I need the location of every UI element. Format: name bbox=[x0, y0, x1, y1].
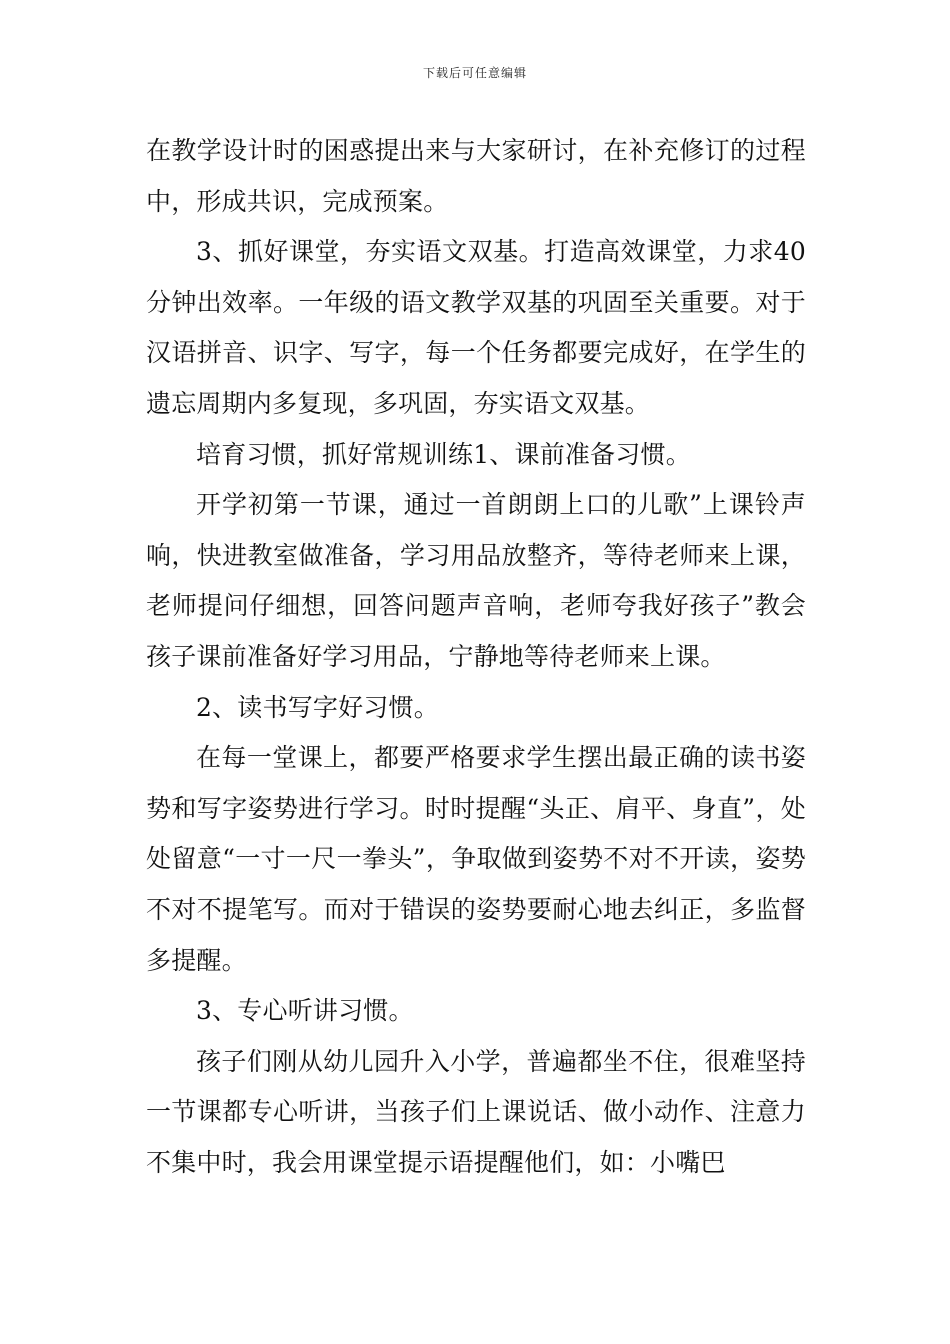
page-header-note: 下载后可任意编辑 bbox=[422, 66, 527, 80]
paragraph-7: 3、专心听讲习惯。 bbox=[196, 996, 414, 1026]
paragraph-5: 2、读书写字好习惯。 bbox=[196, 692, 439, 722]
paragraph-6: 在每一堂课上，都要严格要求学生摆出最正确的读书姿势和写字姿势进行学习。时时提醒“头正、肩平、身直”，处处留意“一寸一尺一拳头”，争取做到姿势不对不开读，姿势不对不提笔写。而对于错误的姿势要耐心地去纠正，多监督多提醒。 bbox=[146, 743, 806, 975]
paragraph-1: 在教学设计时的困惑提出来与大家研讨，在补充修订的过程中，形成共识，完成预案。 bbox=[146, 136, 806, 216]
paragraph-3: 培育习惯，抓好常规训练1、课前准备习惯。 bbox=[196, 439, 691, 469]
paragraph-2: 3、抓好课堂，夯实语文双基。打造高效课堂，力求40分钟出效率。一年级的语文教学双基的巩固至关重要。对于汉语拼音、识字、写字，每一个任务都要完成好，在学生的遗忘周期内多复现，多巩固，夯实语文双基。 bbox=[146, 237, 806, 418]
paragraph-4: 开学初第一节课，通过一首朗朗上口的儿歌”上课铃声响，快进教室做准备，学习用品放整齐，等待老师来上课，老师提问仔细想，回答问题声音响，老师夸我好孩子”教会孩子课前准备好学习用品，宁静地等待老师来上课。 bbox=[146, 490, 806, 671]
paragraph-8: 孩子们刚从幼儿园升入小学，普遍都坐不住，很难坚持一节课都专心听讲，当孩子们上课说话、做小动作、注意力不集中时，我会用课堂提示语提醒他们，如：小嘴巴 bbox=[146, 1046, 806, 1177]
document-body bbox=[146, 126, 806, 1188]
